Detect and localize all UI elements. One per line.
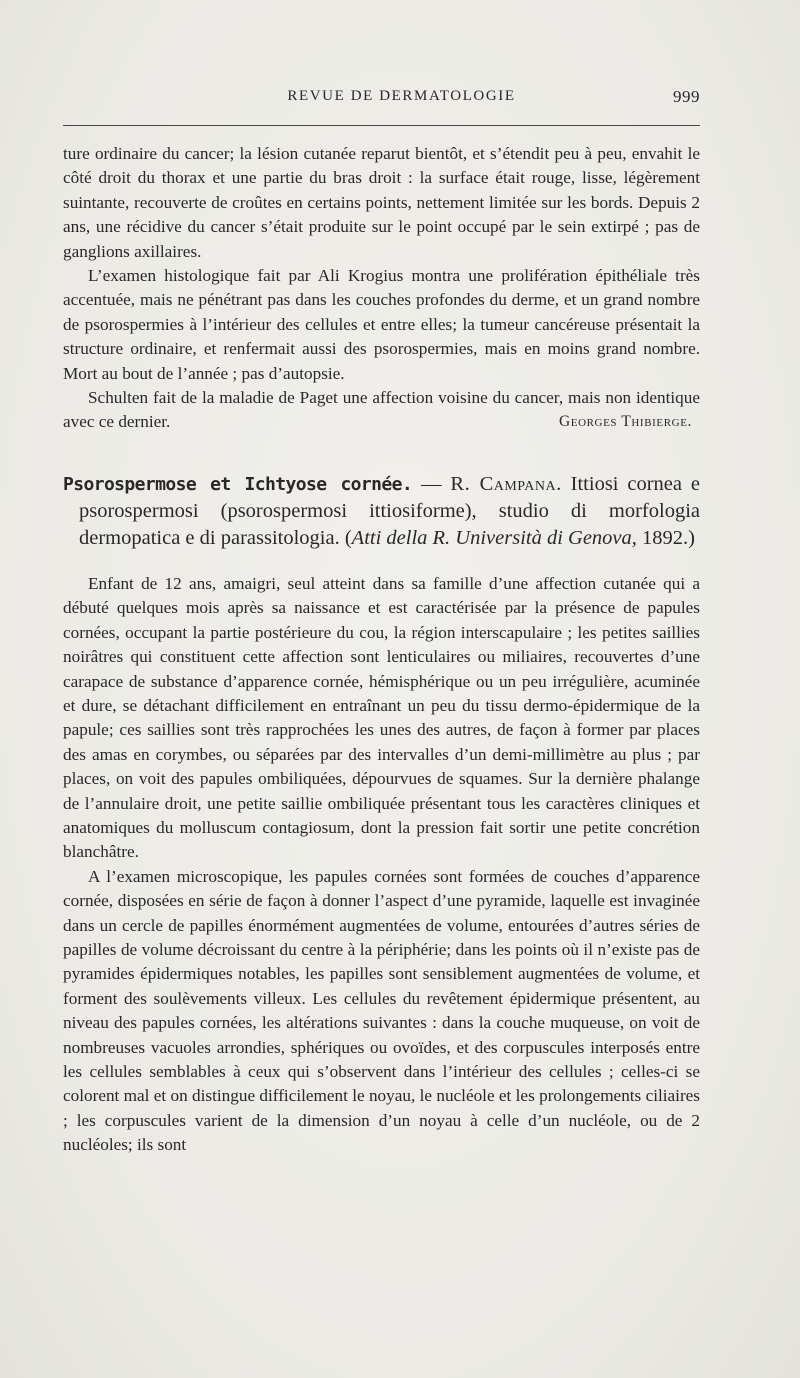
article-author: R. Campana. [450, 472, 562, 495]
page-body [63, 142, 700, 1158]
heading-dash: — [412, 472, 451, 495]
paragraph-clinical: Enfant de 12 ans, amaigri, seul atteint dans sa famille d’une affection cutanée qui a débuté quelques mois après sa naissance et est caractérisée par la présence de papules cornées, occupant la partie postérieure du cou, la région interscapulaire ; les petites saillies noirâtres qui constituent cette affection sont lenticulaires ou miliaires, recouvertes d’une carapace de substance d’apparence cornée, hémisphérique ou un peu irrégulière, acuminée et dure, se détachant difficilement en entraînant un peu du tissu dermo-épidermique de la papule; ces saillies sont très rapprochées les unes des autres, de façon à former par places des amas en corymbes, ou séparées par des intervalles d’un demi-millimètre au plus ; par places, on voit des papules ombiliquées, dépourvues de squames. Sur la dernière phalange de l’annulaire droit, une petite saillie ombiliquée présentant tous les caractères cliniques et anatomiques du molluscum contagiosum, dont la pression fait sortir une petite concrétion blanchâtre. [63, 573, 700, 862]
article-title: Ittiosi cornea e psorospermosi (psorospermosi ittiosiforme), studio di morfologia dermopatica e di parassitologia. ( [79, 472, 700, 549]
closing-paragraph [63, 386, 700, 435]
article-journal: Atti della R. Università di Genova, [351, 526, 637, 549]
article-heading [63, 471, 700, 552]
paragraph-microscopic: A l’examen microscopique, les papules cornées sont formées de couches d’apparence cornée, disposées en série de façon à donner l’aspect d’une pyramide, laquelle est invaginée dans un cercle de papilles énormément augmentées de volume, entourées d’autres séries de papilles de volume décroissant du centre à la périphérie; dans les points où il n’existe pas de pyramides épidermiques notables, les papilles sont sensiblement augmentées de volume, et forment des soulèvements villeux. Les cellules du revêtement épidermique présentent, au niveau des papules cornées, les altérations suivantes : dans la couche muqueuse, on voit de nombreuses vacuoles arrondies, sphériques ou ovoïdes, et des corpuscules interposés entre les cellules semblables à ceux qui s’observent dans l’intérieur des cellules ; celles-ci se colorent mal et on distingue difficilement le noyau, le nucléole et les prolongements ciliaires ; les corpuscules varient de la dimension d’un noyau à celle d’un nucléole, ou de 2 nucléoles; ils sont [63, 866, 700, 1155]
closing-text: Schulten fait de la maladie de Paget une affection voisine du cancer, mais non identique avec ce dernier. [63, 388, 700, 432]
review-signature: Georges Thibierge. [558, 413, 692, 431]
page-header [63, 88, 700, 112]
running-title: REVUE DE DERMATOLOGIE [287, 88, 516, 104]
paragraph-continuation: ture ordinaire du cancer; la lésion cutanée reparut bientôt, et s’étendit peu à peu, envahit le côté droit du thorax et une partie du bras droit : la surface était rouge, lisse, légèrement suintante, recouverte de croûtes en certains points, nettement limitée sur les bords. Depuis 2 ans, une récidive du cancer s’était produite sur le point occupé par le sein extirpé ; pas de ganglions axillaires. [63, 144, 700, 261]
header-rule [63, 125, 700, 126]
paragraph-histology: L’examen histologique fait par Ali Krogius montra une prolifération épithéliale très accentuée, mais ne pénétrant pas dans les couches profondes du derme, et un grand nombre de psorospermies à l’intérieur des cellules et entre elles; la tumeur cancéreuse présentait la structure ordinaire, et renfermait aussi des psorospermies, mais en moins grand nombre. Mort au bout de l’année ; pas d’autopsie. [63, 266, 700, 383]
page-number: 999 [673, 87, 700, 106]
article-year: 1892.) [636, 526, 695, 549]
article-topic: Psorospermose et Ichtyose cornée. [63, 473, 413, 495]
